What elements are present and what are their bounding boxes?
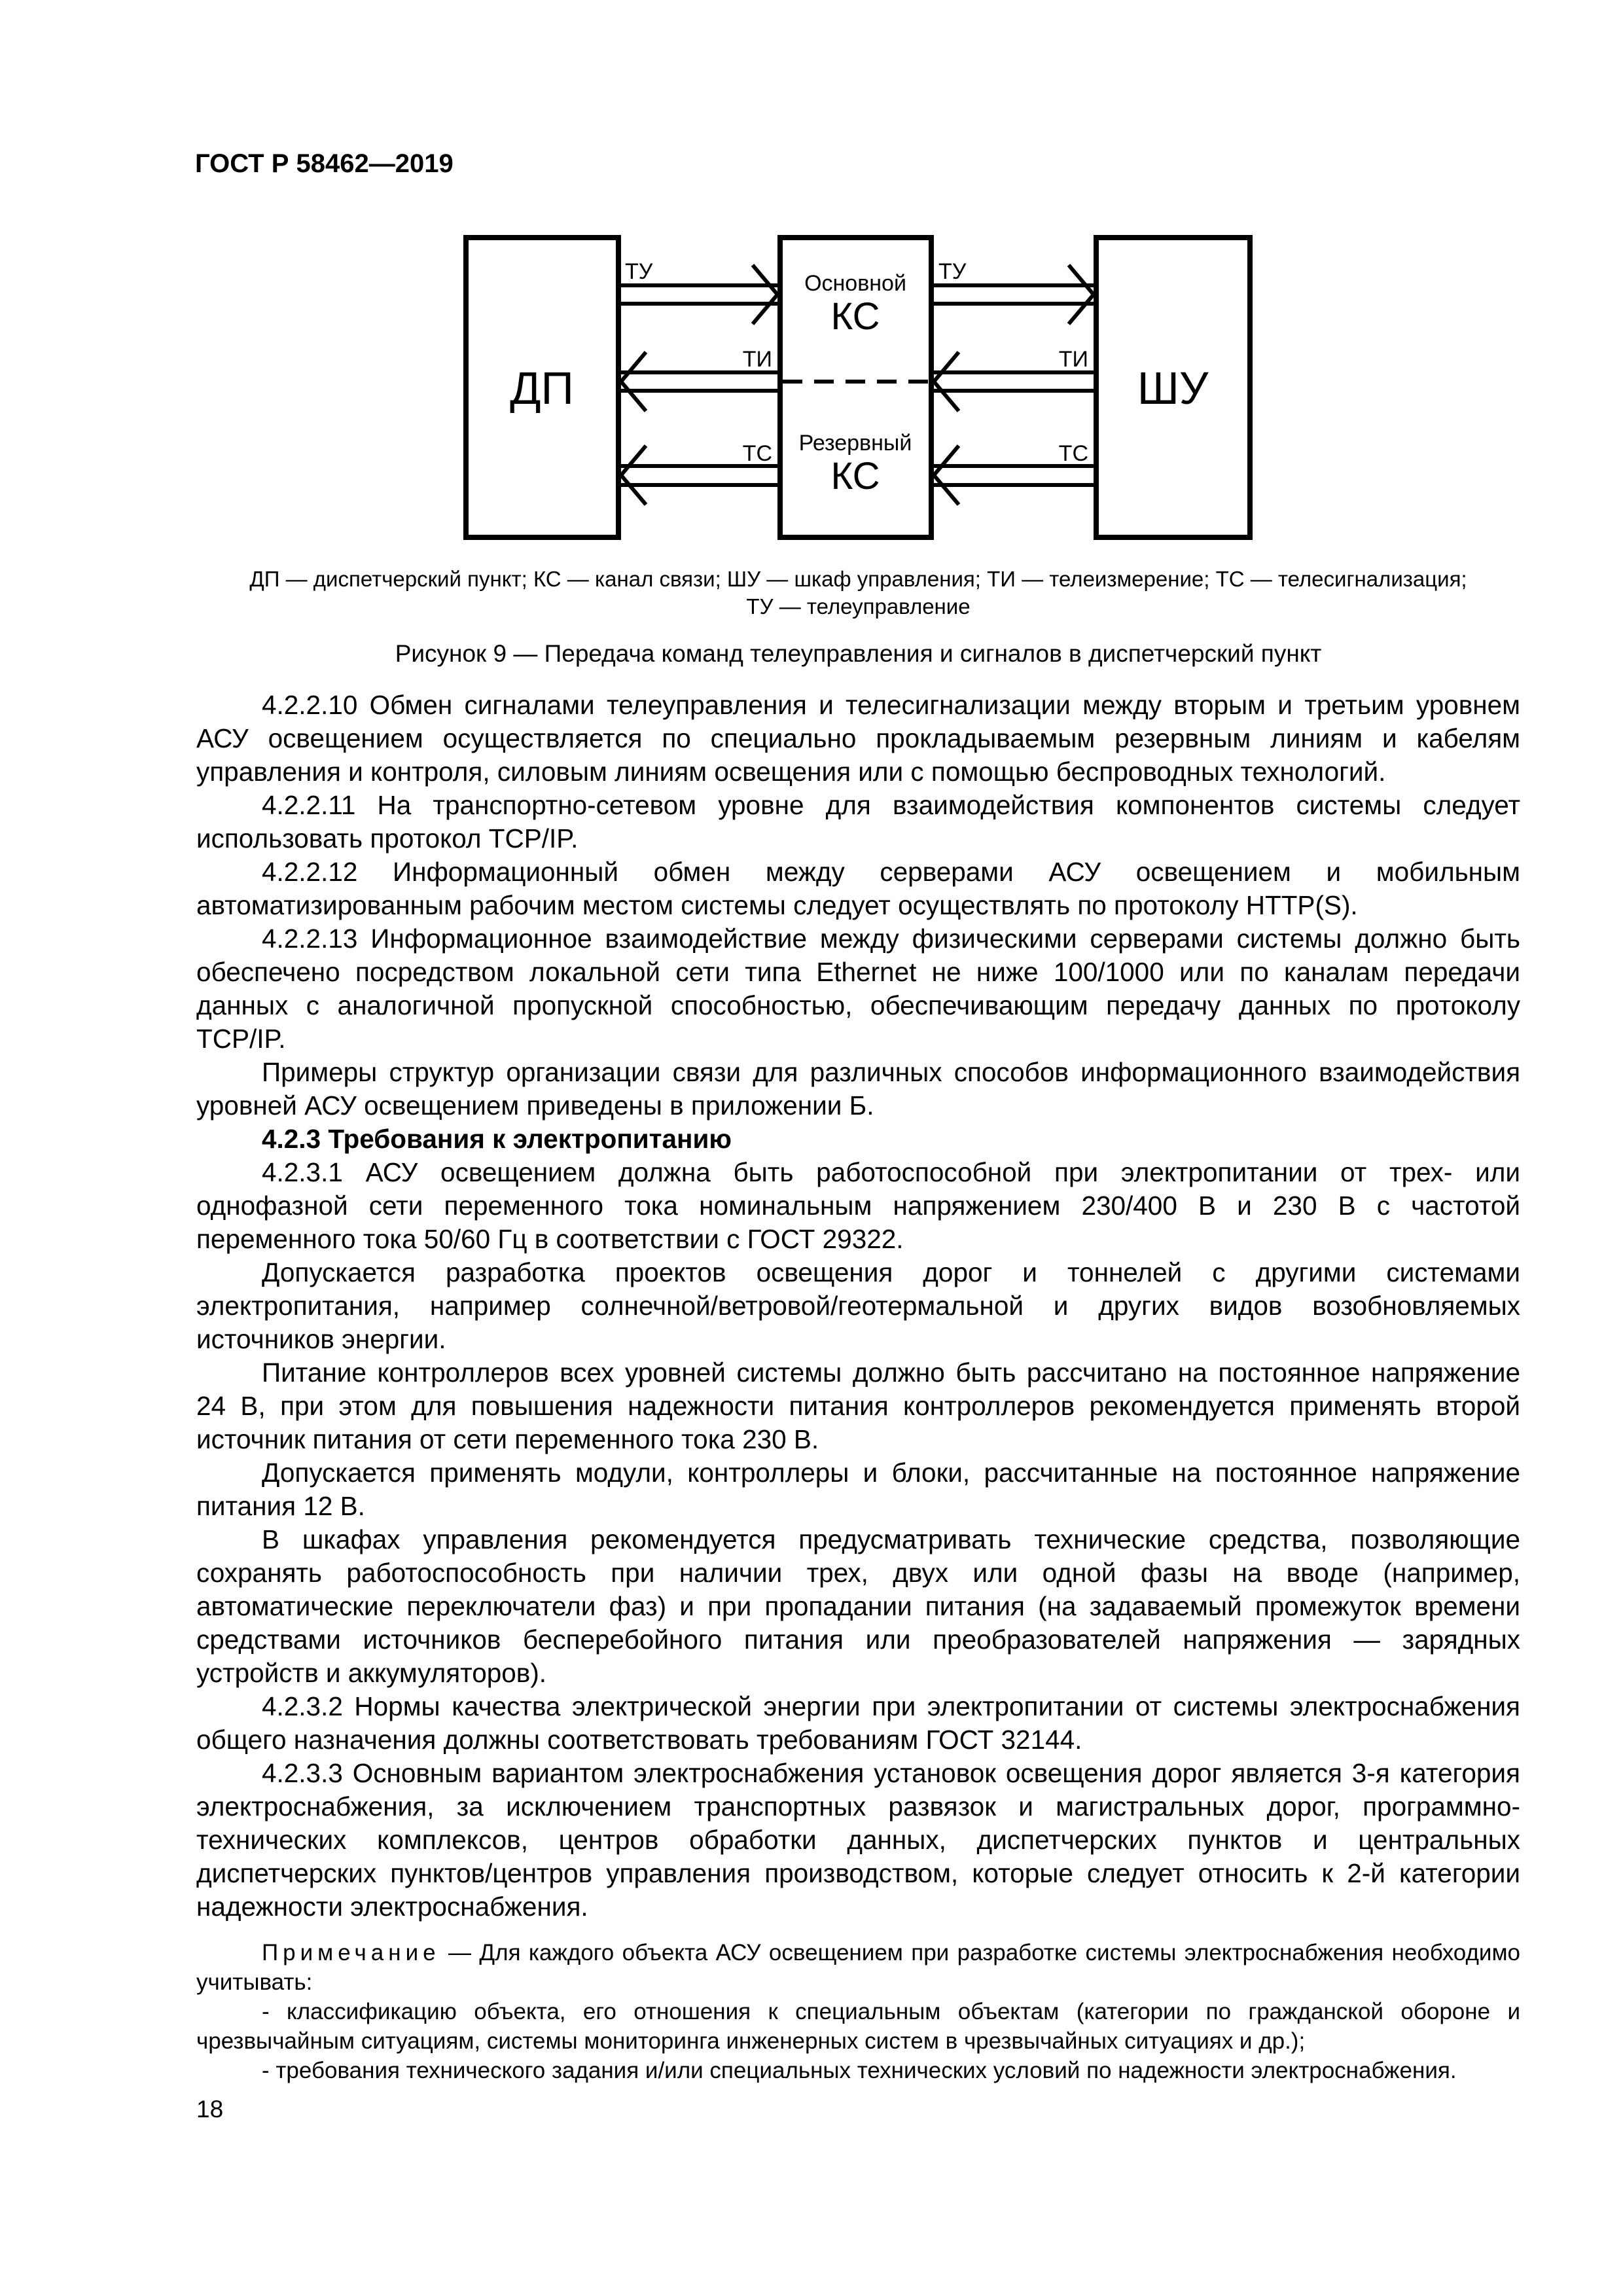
section-heading: 4.2.3 Требования к электропитанию	[262, 1124, 732, 1154]
figure-legend-line: ТУ — телеуправление	[746, 594, 971, 619]
body-text	[196, 689, 1520, 1924]
tu-label-left: ТУ	[625, 259, 653, 284]
note-text: — Для каждого объекта АСУ освещением при разработке системы электроснабжения необходимо учитывать:	[196, 1940, 1520, 1995]
dp-label: ДП	[510, 363, 574, 414]
tu-label-right: ТУ	[938, 259, 967, 284]
paragraph: 4.2.2.10 Обмен сигналами телеуправления и телесигнализации между вторым и третьим уровнем АСУ освещением осуществляется по специально прокладываемым резервным линиям и кабелям управления и контроля, силовым линиям освещения или с помощью беспроводных технологий.	[196, 690, 1520, 787]
paragraph: 4.2.3.1 АСУ освещением должна быть работоспособной при электропитании от трех- или однофазной сети переменного тока номинальным напряжением 230/400 В и 230 В с частотой переменного тока 50/60 Гц в соответствии с ГОСТ 29322.	[196, 1157, 1520, 1254]
note-label: Примечание	[262, 1940, 440, 1965]
paragraph: Питание контроллеров всех уровней системы должно быть рассчитано на постоянное напряжение 24 В, при этом для повышения надежности питания контроллеров рекомендуется применять второй источник питания от сети переменного тока 230 В.	[196, 1357, 1520, 1454]
ti-label-right: ТИ	[1058, 347, 1088, 372]
shu-label: ШУ	[1137, 363, 1209, 414]
paragraph: 4.2.3.2 Нормы качества электрической энергии при электропитании от системы электроснабжения общего назначения должны соответствовать требованиям ГОСТ 32144.	[196, 1691, 1520, 1755]
note-item: - классификацию объекта, его отношения к специальным объектам (категории по гражданской обороне и чрезвычайным ситуациям, системы мониторинга инженерных систем в чрезвычайных ситуациях и др.);	[196, 1999, 1520, 2054]
paragraph: Допускается применять модули, контроллеры и блоки, рассчитанные на постоянное напряжение питания 12 В.	[196, 1458, 1520, 1521]
note-item: - требования технического задания и/или специальных технических условий по надежности электроснабжения.	[262, 2058, 1457, 2083]
text-flow	[196, 689, 1520, 2124]
paragraph: 4.2.2.11 На транспортно-сетевом уровне для взаимодействия компонентов системы следует использовать протокол TCP/IP.	[196, 790, 1520, 853]
ts-label-right: ТС	[1058, 441, 1088, 466]
paragraph: 4.2.2.12 Информационный обмен между серверами АСУ освещением и мобильным автоматизированным рабочим местом системы следует осуществлять по протоколу HTTP(S).	[196, 857, 1520, 920]
page-number: 18	[196, 2096, 224, 2123]
paragraph: 4.2.2.13 Информационное взаимодействие между физическими серверами системы должно быть обеспечено посредством локальной сети типа Ethernet не ниже 100/1000 или по каналам передачи данных с аналогичной пропускной способностью, обеспечивающим передачу данных по протоколу TCP/IP.	[196, 924, 1520, 1054]
ks-reserve-caption: Резервный	[798, 431, 912, 456]
figure-diagram	[0, 0, 1623, 589]
ks-main-caption: Основной	[804, 271, 906, 296]
paragraph: 4.2.3.3 Основным вариантом электроснабжения установок освещения дорог является 3-я категория электроснабжения, за исключением транспортных развязок и магистральных дорог, программно-технических комплексов, центров обработки данных, диспетчерских пунктов и центральных диспетчерских пунктов/центров управления производством, которые следует относить к 2-й категории надежности электроснабжения.	[196, 1758, 1520, 1922]
ks-main-label: КС	[830, 295, 880, 338]
ks-reserve-label: КС	[830, 455, 880, 497]
figure-title: Рисунок 9 — Передача команд телеуправления и сигналов в диспетчерский пункт	[395, 640, 1322, 667]
document-header: ГОСТ Р 58462—2019	[195, 149, 454, 178]
ti-label-left: ТИ	[742, 347, 772, 372]
paragraph: Примеры структур организации связи для различных способов информационного взаимодействия уровней АСУ освещением приведены в приложении Б.	[196, 1057, 1520, 1121]
ts-label-left: ТС	[742, 441, 772, 466]
paragraph: В шкафах управления рекомендуется предусматривать технические средства, позволяющие сохранять работоспособность при наличии трех, двух или одной фазы на вводе (например, автоматические переключатели фаз) и при пропадании питания (на задаваемый промежуток времени средствами источников бесперебойного питания или преобразователей напряжения — зарядных устройств и аккумуляторов).	[196, 1524, 1520, 1688]
paragraph: Допускается разработка проектов освещения дорог и тоннелей с другими системами электропитания, например солнечной/ветровой/геотермальной и других видов возобновляемых источников энергии.	[196, 1257, 1520, 1354]
figure-legend-line: ДП — диспетчерский пункт; КС — канал связи; ШУ — шкаф управления; ТИ — телеизмерение; ТС — телесигнализация;	[249, 567, 1467, 591]
note	[196, 1938, 1520, 2085]
